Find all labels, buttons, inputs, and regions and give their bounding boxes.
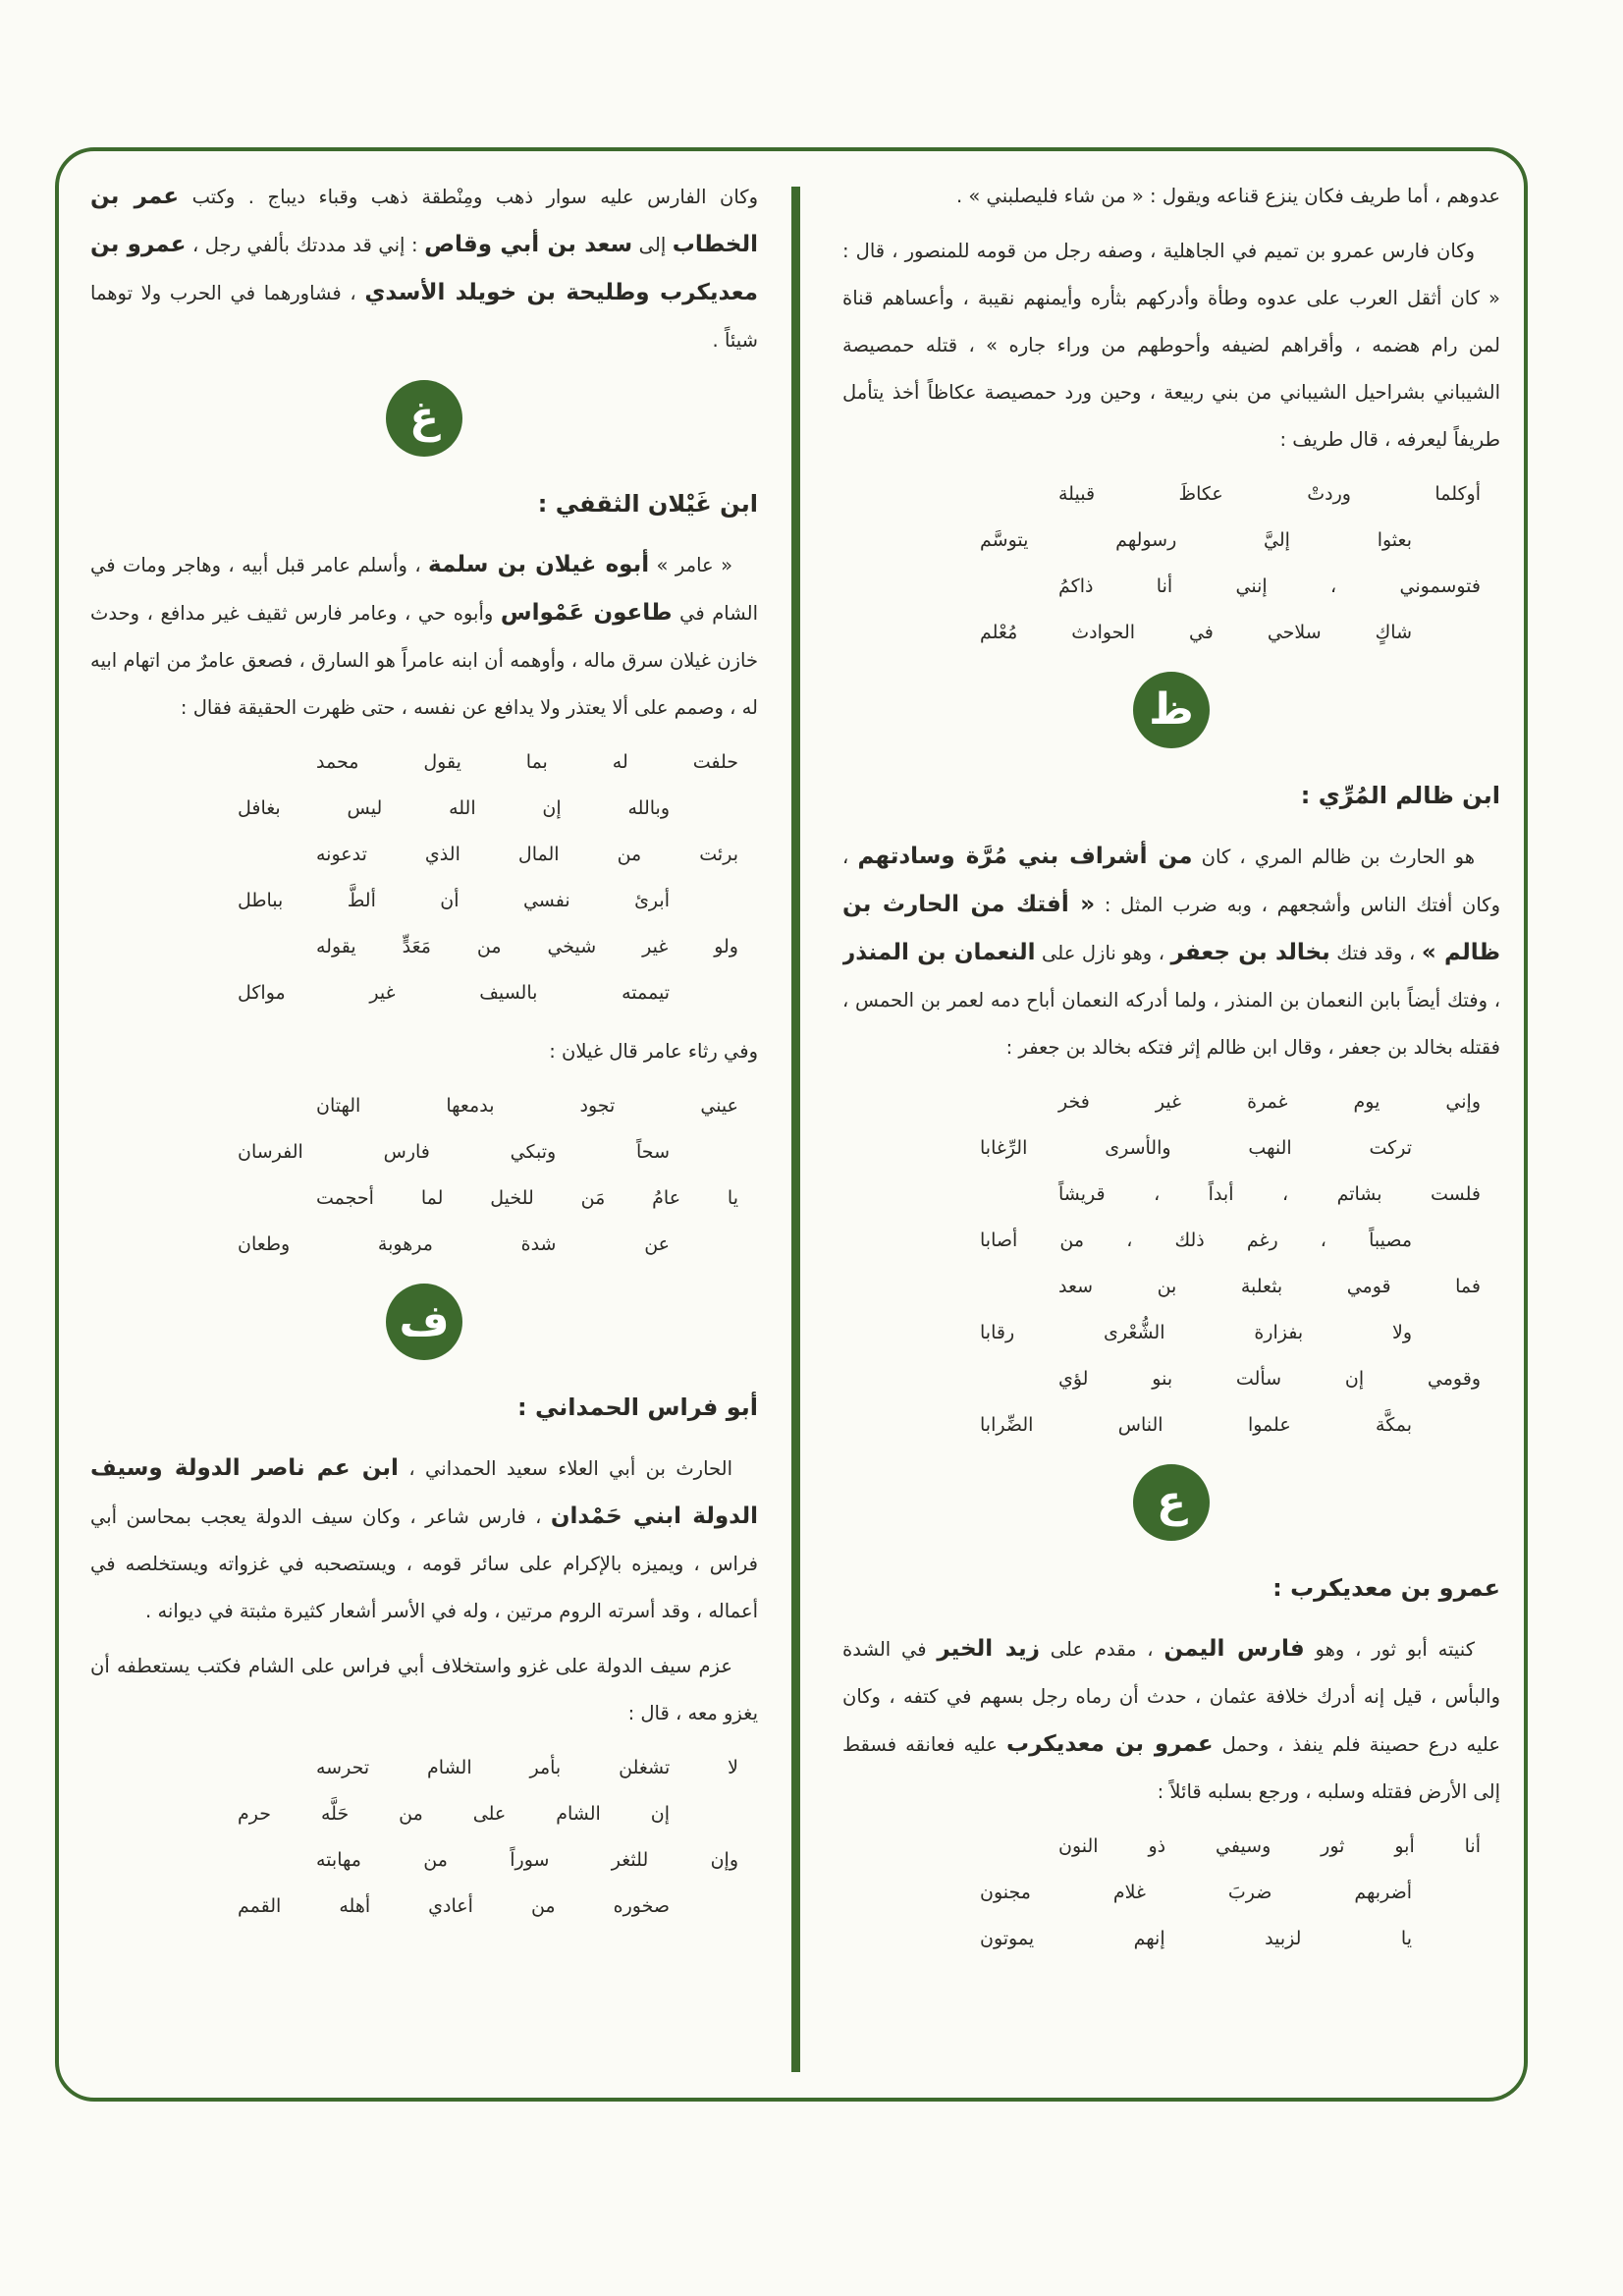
verse-line: عيني تجود بدمعها الهتان <box>316 1095 738 1117</box>
verse-line: فتوسموني ، إنني أنا ذاكمُ <box>1058 575 1481 597</box>
letter-badge: ع <box>1133 1464 1210 1541</box>
paragraph: وكان الفارس عليه سوار ذهب ومِنْطقة ذهب وقباء ديباج . وكتب عمر بن الخطاب إلى سعد بن أبي وقاص : إني قد مددتك بألفي رجل ، عمرو بن معديكرب وطليحة بن خويلد الأسدي ، فشاورهما في الحرب ولا توهما شيئاً . <box>90 184 758 352</box>
verse-line: أضربهم ضربَ غلام مجنون <box>980 1882 1412 1903</box>
section-heading: أبو فراس الحمداني : <box>517 1394 758 1421</box>
verse-line: وإن للثغر سوراً من مهابته <box>316 1849 738 1871</box>
section-heading: عمرو بن معديكرب : <box>1272 1574 1500 1602</box>
section-heading: ابن غَيْلان الثقفي : <box>537 490 758 518</box>
verse-line: يا عامُ مَن للخيل لما أحجمت <box>316 1187 738 1209</box>
verse-line: ولو غير شيخي من مَعَدٍّ يقوله <box>316 936 738 957</box>
section-heading: ابن ظالم المُرِّي : <box>1300 782 1500 809</box>
verse-line: لا تشغلن بأمر الشام تحرسه <box>316 1757 738 1778</box>
verse-line: عن شدة مرهوبة وطعان <box>238 1233 670 1255</box>
verse-line: وقومي إن سألت بنو لؤي <box>1058 1368 1481 1390</box>
letter-badge: ظ <box>1133 672 1210 748</box>
paragraph: هو الحارث بن ظالم المري ، كان من أشراف بني مُرَّة وسادتهم ، وكان أفتك الناس وأشجعهم ، وبه ضرب المثل : « أفتك من الحارث بن ظالم » ، وقد فتك بخالد بن جعفر ، وهو نازل على النعمان بن المنذر ، وفتك أيضاً بابن النعمان بن المنذر ، ولما أدركه النعمان أباح دمه لعمر بن الحمس ، فقتله بخالد بن جعفر ، وقال ابن ظالم إثر فتكه بخالد بن جعفر : <box>842 844 1500 1059</box>
paragraph: عزم سيف الدولة على غزو واستخلاف أبي فراس على الشام فكتب يستعطفه أن يغزو معه ، قال : <box>90 1655 758 1724</box>
verse-line: يا لزبيد إنهم يموتون <box>980 1928 1412 1949</box>
paragraph: وفي رثاء عامر قال غيلان : <box>549 1040 758 1063</box>
verse-line: شاكٍ سلاحي في الحوادث مُعْلم <box>980 622 1412 643</box>
letter-badge: ف <box>386 1284 462 1360</box>
left-column <box>90 173 758 2088</box>
verse-line: تركت النهب والأسرى الرِّغابا <box>980 1137 1412 1159</box>
verse-line: بمكَّة علموا الناس الضِّرابا <box>980 1414 1412 1436</box>
verse-line: أوكلما وردتْ عكاظَ قبيلة <box>1058 483 1481 505</box>
letter-badge: غ <box>386 380 462 457</box>
verse-line: فما قومي بثعلبة بن سعد <box>1058 1276 1481 1297</box>
paragraph: عدوهم ، أما طريف فكان ينزع قناعه ويقول : « من شاء فليصلبني » . <box>956 185 1500 207</box>
verse-line: أنا أبو ثور وسيفي ذو النون <box>1058 1835 1481 1857</box>
paragraph: الحارث بن أبي العلاء سعيد الحمداني ، ابن عم ناصر الدولة وسيف الدولة ابني حَمْدان ، فارس شاعر ، وكان سيف الدولة يعجب بمحاسن أبي فراس ، ويميزه بالإكرام على سائر قومه ، ويستصحبه في غزواته ويستخلصه في أعماله ، وقد أسرته الروم مرتين ، وله في الأسر أشعار كثيرة مثبتة في ديوانه . <box>90 1455 758 1622</box>
right-column <box>842 173 1500 2088</box>
paragraph: « عامر » أبوه غيلان بن سلمة ، وأسلم عامر قبل أبيه ، وهاجر ومات في الشام في طاعون عَمْواس وأبوه حي ، وعامر فارس ثقيف غير مدافع ، وحدث خازن غيلان سرق ماله ، وأوهمه أن ابنه عامراً هو السارق ، فصعق عامرٌ من اتهام ابيه له ، وصمم على ألا يعتذر ولا يدافع عن نفسه ، حتى ظهرت الحقيقة فقال : <box>90 552 758 719</box>
poem <box>842 1824 1500 1962</box>
verse-line: إن الشام على من حَلَّه حرم <box>238 1803 670 1825</box>
poem <box>842 1079 1500 1449</box>
poem <box>90 1083 758 1268</box>
verse-line: ولا بفزارة الشُّعْرى رقابا <box>980 1322 1412 1343</box>
verse-line: وبالله إن الله ليس بغافل <box>238 797 670 819</box>
verse-line: تيممته بالسيف غير مواكل <box>238 982 670 1004</box>
verse-line: مصيباً ، رغم ذلك ، من أصابا <box>980 1230 1412 1251</box>
verse-line: بعثوا إليَّ رسولهم يتوسَّم <box>980 529 1412 551</box>
verse-line: صخوره من أعادي أهله القمم <box>238 1895 670 1917</box>
column-divider <box>791 187 800 2072</box>
verse-line: برئت من المال الذي تدعونه <box>316 844 738 865</box>
verse-line: حلفت له بما يقول محمد <box>316 751 738 773</box>
verse-line: أبرئ نفسي أن ألطَّ بباطل <box>238 890 670 911</box>
paragraph: وكان فارس عمرو بن تميم في الجاهلية ، وصفه رجل من قومه للمنصور ، قال : « كان أثقل العرب على عدوه وطأة وأدركهم بثأره وأيمنهم نقيبة ، وأعساهم قناة لمن رام هضمه ، وأقراهم لضيفه وأحوطهم من وراء جاره » ، قتله حمصيصة الشيباني بشراحيل الشيباني من بني ربيعة ، وحين ورد حمصيصة عكاظاً أخذ يتأمل طريفاً ليعرفه ، قال طريف : <box>842 240 1500 451</box>
paragraph: كنيته أبو ثور ، وهو فارس اليمن ، مقدم على زيد الخير في الشدة والبأس ، قيل إنه أدرك خلافة عثمان ، حدث أن رماه رجل بسهم في كتفه ، وكان عليه درع حصينة فلم ينفذ ، وحمل عمرو بن معديكرب عليه فعانقه فسقط إلى الأرض فقتله وسلبه ، ورجع بسلبه قائلاً : <box>842 1636 1500 1803</box>
verse-line: فلست بشاتم ، أبداً ، قريشاً <box>1058 1183 1481 1205</box>
poem <box>842 471 1500 656</box>
poem <box>90 739 758 1016</box>
poem <box>90 1745 758 1930</box>
verse-line: وإني يوم غمرة غير فخر <box>1058 1091 1481 1113</box>
verse-line: سحاً وتبكي فارس الفرسان <box>238 1141 670 1163</box>
